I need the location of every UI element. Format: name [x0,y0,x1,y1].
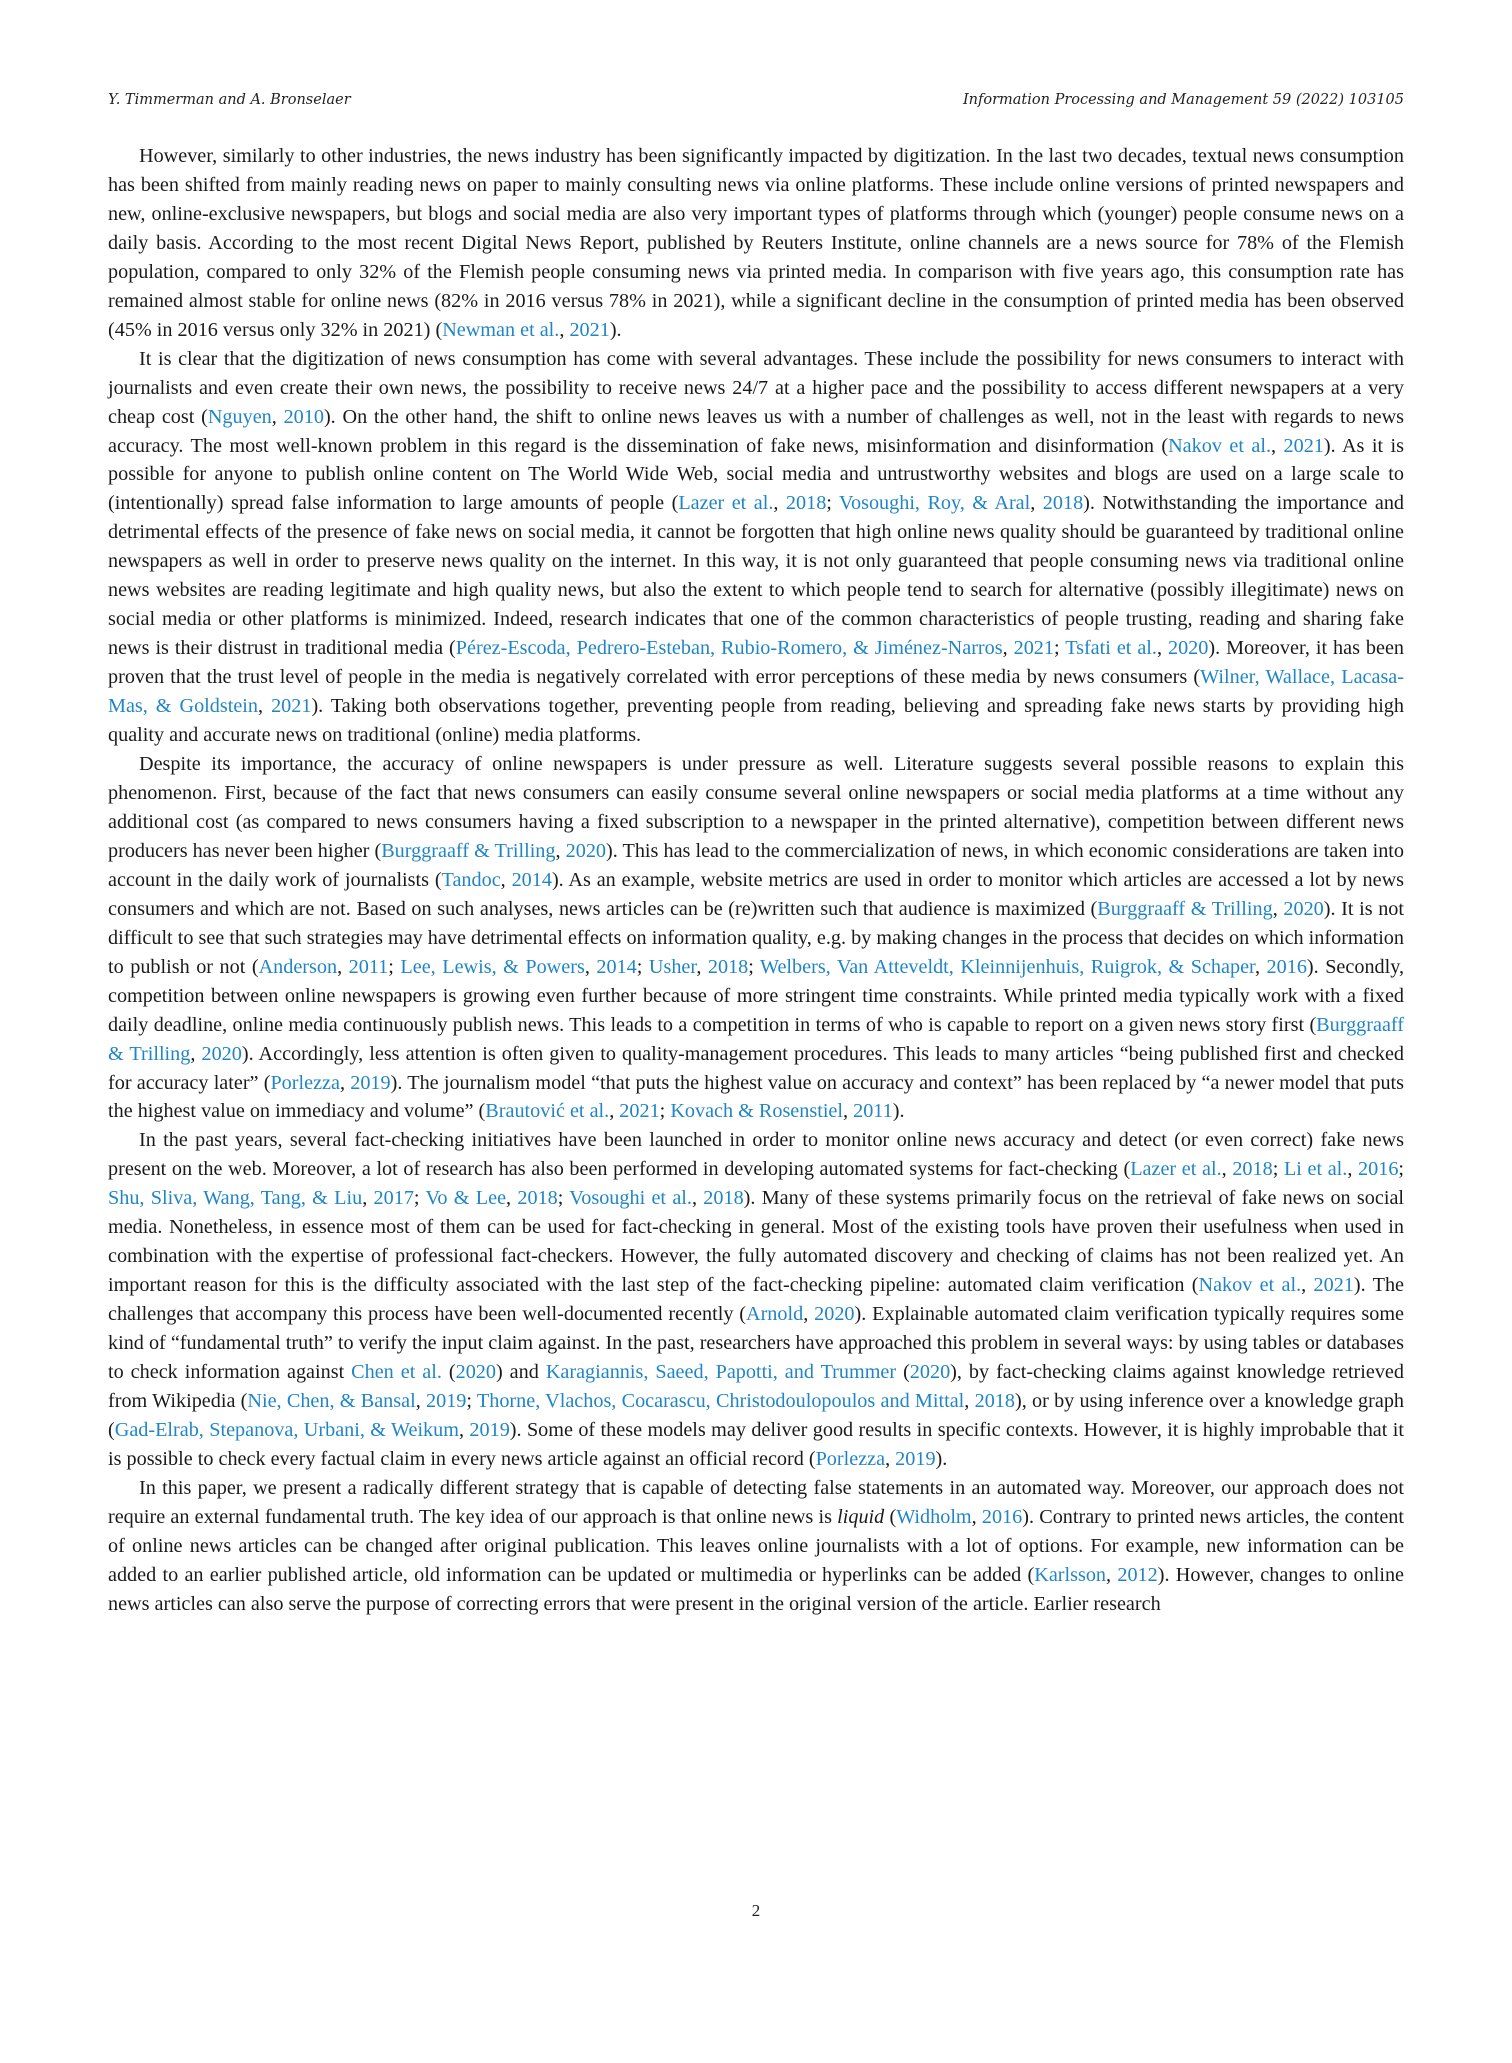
citation-link[interactable]: 2020 [909,1361,951,1384]
citation-link[interactable]: 2011 [348,955,389,978]
citation-link[interactable]: 2018 [1042,492,1084,515]
citation-link[interactable]: Brautović et al. [485,1100,610,1123]
citation-link[interactable]: Usher [648,955,697,978]
citation-link[interactable]: 2018 [707,955,749,978]
citation-link[interactable]: Porlezza [270,1071,340,1094]
citation-link[interactable]: Vo & Lee [425,1187,507,1210]
paragraph: However, similarly to other industries, the news industry has been significantly impacted by digitization. In the last two decades, textual news consumption has been shifted from mainly reading news on paper to mainly consulting news via online platforms. These include online versions of printed newspapers and new, online-exclusive newspapers, but blogs and social media are also very important types of platforms through which (younger) people consume news on a daily basis. According to the most recent Digital News Report, published by Reuters Institute, online channels are a news source for 78% of the Flemish population, compared to only 32% of the Flemish people consuming news via printed media. In comparison with five years ago, this consumption rate has remained almost stable for online news (82% in 2016 versus 78% in 2021), while a significant decline in the consumption of printed media has been observed (45% in 2016 versus only 32% in 2021) (Newman et al., 2021). [108,145,1404,341]
citation-link[interactable]: Vosoughi et al. [569,1187,692,1210]
citation-link[interactable]: Welbers, Van Atteveldt, Kleinnijenhuis, Ruigrok, & Schaper [760,955,1255,978]
citation-link[interactable]: 2021 [1013,637,1054,660]
paper-page [108,0,1404,2063]
citation-link[interactable]: Vosoughi, Roy, & Aral [839,492,1031,515]
citation-link[interactable]: 2018 [1232,1158,1273,1181]
citation-link[interactable]: Thorne, Vlachos, Cocarascu, Christodoulopoulos and Mittal [476,1389,965,1412]
citation-link[interactable]: 2010 [283,405,324,428]
citation-link[interactable]: Widholm [896,1505,972,1528]
citation-link[interactable]: 2021 [1313,1274,1354,1297]
citation-link[interactable]: 2017 [373,1187,414,1210]
citation-link[interactable]: Tandoc [441,868,501,891]
citation-link[interactable]: Lazer et al. [1130,1158,1222,1181]
citation-link[interactable]: 2014 [596,955,637,978]
citation-link[interactable]: 2011 [853,1100,893,1123]
citation-link[interactable]: Arnold [746,1303,804,1326]
citation-link[interactable]: 2018 [785,492,827,515]
citation-link[interactable]: 2020 [201,1042,242,1065]
citation-link[interactable]: Karagiannis, Saeed, Papotti, and Trummer [545,1361,897,1384]
paragraph: In this paper, we present a radically different strategy that is capable of detecting false statements in an automated way. Moreover, our approach does not require an external fundamental truth. The key idea of our approach is that online news is liquid (Widholm, 2016). Contrary to printed news articles, the content of online news articles can be changed after original publication. This leaves online journalists with a lot of options. For example, new information can be added to an earlier published article, old information can be updated or multimedia or hyperlinks can be added (Karlsson, 2012). However, changes to online news articles can also serve the purpose of correcting errors that were present in the original version of the article. Earlier research [108,1476,1404,1615]
citation-link[interactable]: 2016 [981,1505,1023,1528]
citation-link[interactable]: Newman et al. [442,318,560,341]
citation-link[interactable]: 2020 [1167,637,1209,660]
paragraph: It is clear that the digitization of news consumption has come with several advantages. These include the possibility for news consumers to interact with journalists and even create their own news, the possibility to receive news 24/7 at a higher pace and the possibility to access different newspapers at a very cheap cost (Nguyen, 2010). On the other hand, the shift to online news leaves us with a number of challenges as well, not in the least with regards to news accuracy. The most well-known problem in this regard is the dissemination of fake news, misinformation and disinformation (Nakov et al., 2021). As it is possible for anyone to publish online content on The World Wide Web, social media and untrustworthy websites and blogs are used on a large scale to (intentionally) spread false information to large amounts of people (Lazer et al., 2018; Vosoughi, Roy, & Aral, 2018). Notwithstanding the importance and detrimental effects of the presence of fake news on social media, it cannot be forgotten that high online news quality should be guaranteed by traditional online newspapers as well in order to preserve news quality on the internet. In this way, it is not only guaranteed that people consuming news via traditional online news websites are reading legitimate and high quality news, but also the extent to which people tend to search for alternative (possibly illegitimate) news on social media or other platforms is minimized. Indeed, research indicates that one of the common characteristics of people trusting, reading and sharing fake news is their distrust in traditional media (Pérez-Escoda, Pedrero-Esteban, Rubio-Romero, & Jiménez-Narros, 2021; Tsfati et al., 2020). Moreover, it has been proven that the trust level of people in the media is negatively correlated with error perceptions of these media by news consumers (Wilner, Wallace, Lacasa-Mas, & Goldstein, 2021). Taking both observations together, preventing people from reading, believing and spreading fake news starts by providing high quality and accurate news on traditional (online) media platforms. [108,347,1405,747]
citation-link[interactable]: 2014 [511,868,552,891]
citation-link[interactable]: Gad-Elrab, Stepanova, Urbani, & Weikum [114,1418,459,1441]
citation-link[interactable]: Kovach & Rosenstiel [670,1100,844,1123]
running-header [108,92,1404,116]
citation-link[interactable]: 2021 [569,318,610,341]
citation-link[interactable]: 2021 [271,695,312,718]
citation-link[interactable]: Burggraaff & Trilling [108,1013,1404,1065]
citation-link[interactable]: 2021 [1283,434,1324,457]
citation-link[interactable]: 2016 [1358,1158,1399,1181]
citation-link[interactable]: Porlezza [815,1447,886,1470]
citation-link[interactable]: Shu, Sliva, Wang, Tang, & Liu [108,1187,363,1210]
citation-link[interactable]: 2012 [1117,1563,1158,1586]
citation-link[interactable]: Lazer et al. [678,492,774,515]
citation-link[interactable]: Pérez-Escoda, Pedrero-Esteban, Rubio-Romero, & Jiménez-Narros [455,637,1003,660]
citation-link[interactable]: 2016 [1266,955,1307,978]
citation-link[interactable]: 2021 [619,1100,660,1123]
citation-link[interactable]: 2020 [1283,897,1324,920]
citation-link[interactable]: Burggraaff & Trilling [381,839,556,862]
citation-link[interactable]: 2020 [814,1303,855,1326]
citation-link[interactable]: 2019 [895,1447,936,1470]
citation-link[interactable]: 2019 [426,1389,467,1412]
citation-link[interactable]: Lee, Lewis, & Powers [400,955,585,978]
citation-link[interactable]: 2020 [455,1361,496,1384]
page-number: 2 [751,1901,761,1920]
citation-link[interactable]: 2018 [974,1389,1015,1412]
citation-link[interactable]: Nie, Chen, & Bansal [247,1389,416,1412]
citation-link[interactable]: Nguyen [207,405,272,428]
header-journal: Information Processing and Management 59 (2022) 103105 [962,92,1404,108]
citation-link[interactable]: 2018 [517,1187,558,1210]
header-authors: Y. Timmerman and A. Bronselaer [108,92,351,108]
citation-link[interactable]: Wilner, Wallace, Lacasa-Mas, & Goldstein [108,666,1404,718]
citation-link[interactable]: Burggraaff & Trilling [1097,897,1273,920]
citation-link[interactable]: Anderson [258,955,338,978]
citation-link[interactable]: 2019 [350,1071,391,1094]
citation-link[interactable]: 2019 [469,1418,510,1441]
citation-link[interactable]: Li et al. [1283,1158,1348,1181]
citation-link[interactable]: 2020 [565,839,607,862]
emphasis-text: liquid [837,1505,885,1528]
citation-link[interactable]: 2018 [703,1187,744,1210]
paragraph: Despite its importance, the accuracy of online newspapers is under pressure as well. Literature suggests several possible reasons to explain this phenomenon. First, because of the fact that news consumers can easily consume several online newspapers or social media platforms at a time without any additional cost (as compared to news consumers having a fixed subscription to a newspaper in the printed alternative), competition between different news producers has never been higher (Burggraaff & Trilling, 2020). This has lead to the commercialization of news, in which economic considerations are taken into account in the daily work of journalists (Tandoc, 2014). As an example, website metrics are used in order to monitor which articles are accessed a lot by news consumers and which are not. Based on such analyses, news articles can be (re)written such that audience is maximized (Burggraaff & Trilling, 2020). It is not difficult to see that such strategies may have detrimental effects on information quality, e.g. by making changes in the process that decides on which information to publish or not (Anderson, 2011; Lee, Lewis, & Powers, 2014; Usher, 2018; Welbers, Van Atteveldt, Kleinnijenhuis, Ruigrok, & Schaper, 2016). Secondly, competition between online newspapers is growing even further because of more stringent time constraints. While printed media typically work with a fixed daily deadline, online media continuously publish news. This leads to a competition in terms of who is capable to report on a given news story first (Burggraaff & Trilling, 2020). Accordingly, less attention is often given to quality-management procedures. This leads to many articles “being published first and checked for accuracy later” (Porlezza, 2019). The journalism model “that puts the highest value on accuracy and context” has been replaced by “a newer model that puts the highest value on immediacy and volume” (Brautović et al., 2021; Kovach & Rosenstiel, 2011). [108,753,1405,1123]
body-text [108,142,1404,1619]
citation-link[interactable]: Tsfati et al. [1065,637,1157,660]
citation-link[interactable]: Nakov et al. [1198,1274,1302,1297]
citation-link[interactable]: Karlsson [1034,1563,1107,1586]
citation-link[interactable]: Chen et al. [351,1361,442,1384]
citation-link[interactable]: Nakov et al. [1168,434,1271,457]
paragraph: In the past years, several fact-checking initiatives have been launched in order to monitor online news accuracy and detect (or even correct) fake news present on the web. Moreover, a lot of research has also been performed in developing automated systems for fact-checking (Lazer et al., 2018; Li et al., 2016; Shu, Sliva, Wang, Tang, & Liu, 2017; Vo & Lee, 2018; Vosoughi et al., 2018). Many of these systems primarily focus on the retrieval of fake news on social media. Nonetheless, in essence most of them can be used for fact-checking in general. Most of the existing tools have proven their usefulness when used in combination with the expertise of professional fact-checkers. However, the fully automated discovery and checking of claims has not been realized yet. An important reason for this is the difficulty associated with the last step of the fact-checking pipeline: automated claim verification (Nakov et al., 2021). The challenges that accompany this process have been well-documented recently (Arnold, 2020). Explainable automated claim verification typically requires some kind of “fundamental truth” to verify the input claim against. In the past, researchers have approached this problem in several ways: by using tables or databases to check information against Chen et al. (2020) and Karagiannis, Saeed, Papotti, and Trummer (2020), by fact-checking claims against knowledge retrieved from Wikipedia (Nie, Chen, & Bansal, 2019; Thorne, Vlachos, Cocarascu, Christodoulopoulos and Mittal, 2018), or by using inference over a knowledge graph (Gad-Elrab, Stepanova, Urbani, & Weikum, 2019). Some of these models may deliver good results in specific contexts. However, it is highly improbable that it is possible to check every factual claim in every news article against an official record (Porlezza, 2019). [108,1129,1405,1470]
